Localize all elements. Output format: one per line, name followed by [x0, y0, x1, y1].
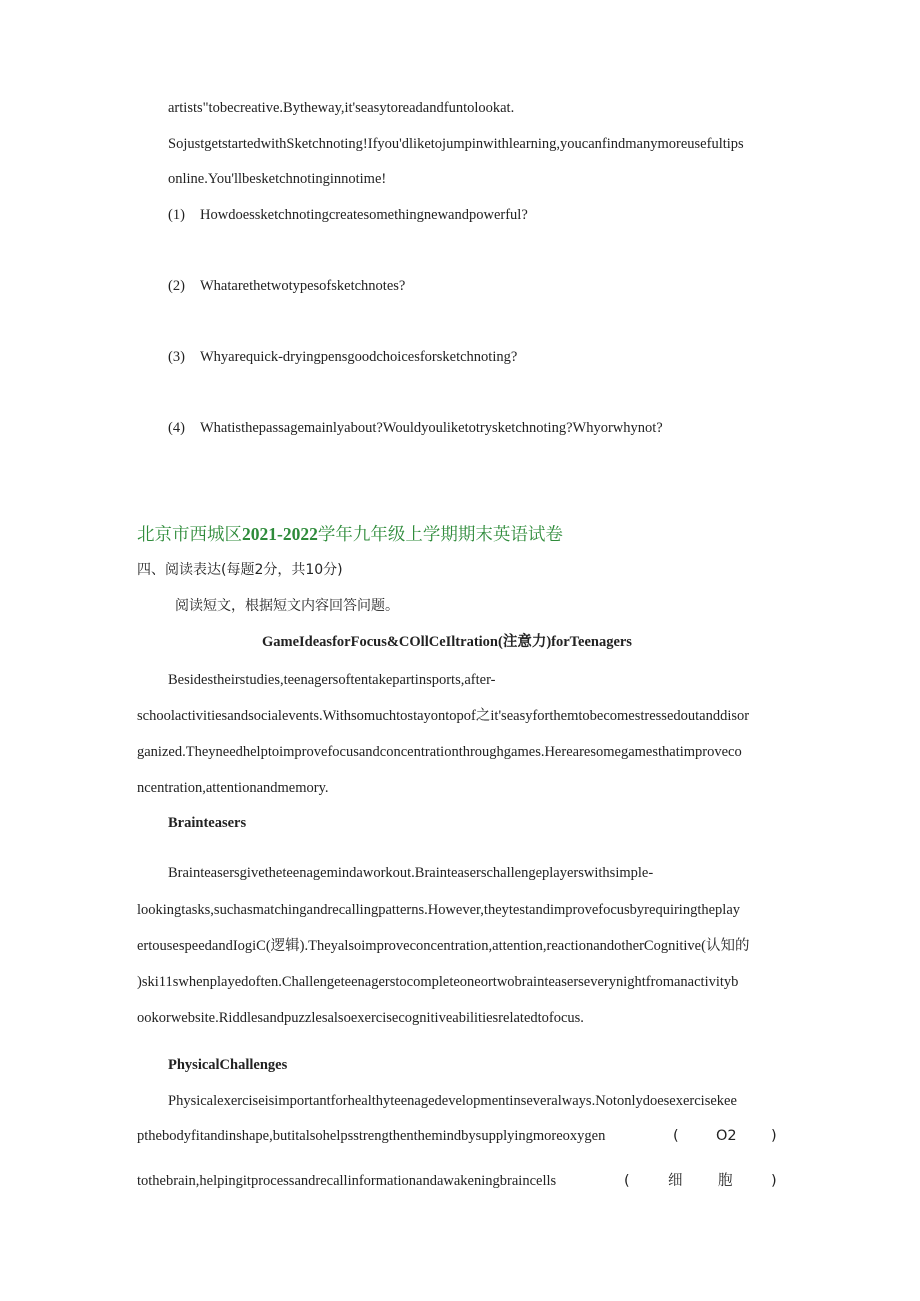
question-text: Whatarethetwotypesofsketchnotes? [200, 278, 406, 294]
paren-content: 胞 [718, 1173, 733, 1189]
passage-title: GameIdeasforFocus&COllCeIltration(注意力)forTeenagers [262, 634, 632, 650]
question-text: Whyarequick-dryingpensgoodchoicesforsketchnoting? [200, 349, 518, 365]
paragraph-line: tothebrain,helpingitprocessandrecallinformationandawakeningbraincells [137, 1173, 557, 1189]
exam-title-years: 2021-2022 [242, 524, 318, 544]
exam-title-prefix: 北京市西城区 [137, 524, 242, 544]
question-number: (1) [168, 207, 185, 223]
paragraph-line: schoolactivitiesandsocialevents.Withsomuchtostayontopof之it'seasyforthemtobecomestressedoutanddisor [137, 708, 750, 724]
paren-content: 细 [668, 1173, 683, 1189]
section-subheading: Brainteasers [168, 815, 247, 831]
exam-title [137, 522, 563, 546]
paren-open: ( [673, 1128, 679, 1144]
question-text: Whatisthepassagemainlyabout?Wouldyouliketotrysketchnoting?Whyorwhynot? [200, 420, 663, 436]
exam-title-suffix: 学年九年级上学期期末英语试卷 [317, 524, 563, 544]
paren-close: ) [771, 1173, 777, 1189]
paragraph-line: ncentration,attentionandmemory. [137, 780, 329, 796]
passage-line: artists"tobecreative.Bytheway,it'seasytoreadandfuntolookat. [168, 100, 515, 116]
section-subheading: PhysicalChallenges [168, 1057, 288, 1073]
paragraph-line: ertousespeedandIogiC(逻辑).Theyalsoimproveconcentration,attention,reactionandotherCognitive(认知的 [137, 938, 750, 954]
question-number: (3) [168, 349, 185, 365]
paragraph-line: ookorwebsite.Riddlesandpuzzlesalsoexercisecognitiveabilitiesrelatedtofocus. [137, 1010, 584, 1026]
passage-line: online.You'llbesketchnotinginnotime! [168, 171, 387, 187]
paragraph-line: pthebodyfitandinshape,butitalsohelpsstrengthenthemindbysupplyingmoreoxygen [137, 1128, 606, 1144]
paragraph-line: ganized.Theyneedhelptoimprovefocusandconcentrationthroughgames.Herearesomegamesthatimproveco [137, 744, 742, 760]
paragraph-line: Besidestheirstudies,teenagersoftentakepartinsports,after- [168, 672, 496, 688]
paragraph-line: Physicalexerciseisimportantforhealthyteenagedevelopmentinseveralways.Notonlydoesexercisekee [168, 1093, 737, 1109]
question-number: (4) [168, 420, 185, 436]
paragraph-line: )ski11swhenplayedoften.Challengeteenagerstocompleteoneortwobrainteaserseverynightfromanactivityb [137, 974, 739, 990]
paragraph-line: lookingtasks,suchasmatchingandrecallingpatterns.However,theytestandimprovefocusbyrequiringtheplay [137, 902, 741, 918]
question-number: (2) [168, 278, 185, 294]
paragraph-line: Brainteasersgivetheteenagemindaworkout.Brainteaserschallengeplayerswithsimple- [168, 865, 654, 881]
question-text: Howdoessketchnotingcreatesomethingnewandpowerful? [200, 207, 528, 223]
instruction: 阅读短文，根据短文内容回答问题。 [175, 598, 399, 614]
section-heading: 四、阅读表达(每题2分，共10分) [137, 562, 343, 578]
paren-content: O2 [716, 1128, 737, 1144]
paren-close: ) [771, 1128, 777, 1144]
passage-line: SojustgetstartedwithSketchnoting!Ifyou'dliketojumpinwithlearning,youcanfindmanymoreusefultips [168, 136, 744, 152]
paren-open: ( [624, 1173, 630, 1189]
